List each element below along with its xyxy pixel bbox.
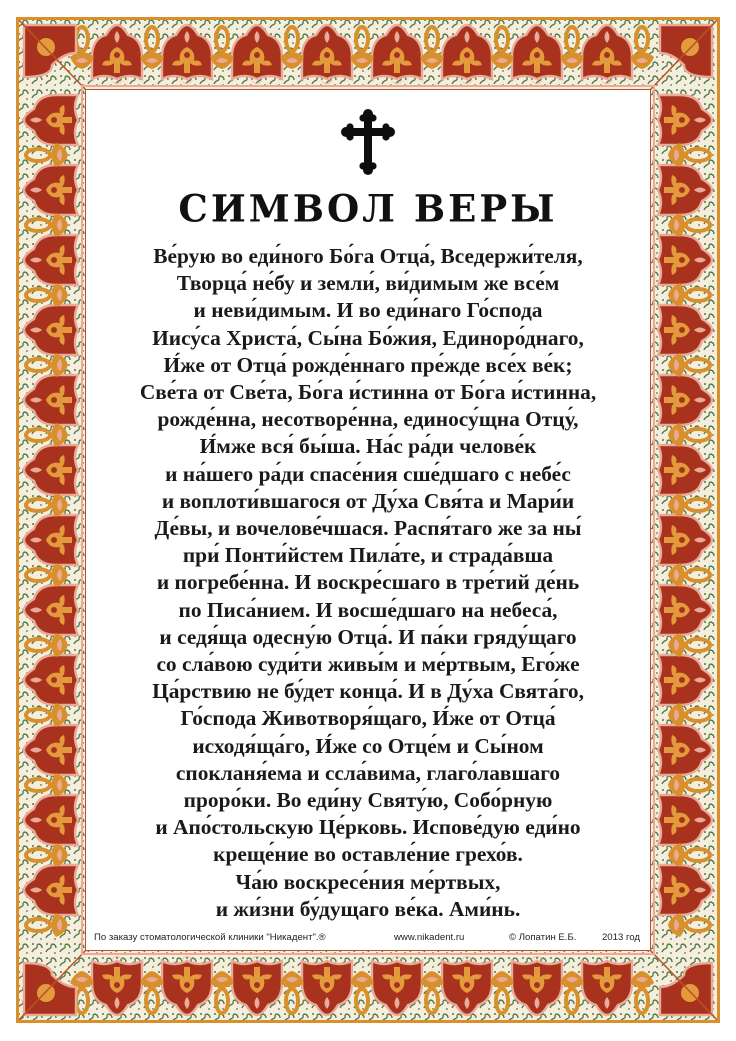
text-line: Ве́рую во еди́ного Бо́га Отца́, Вседержи́теля, <box>153 244 583 268</box>
footer <box>94 932 642 948</box>
text-line: Де́вы, и вочелове́чшася. Распя́таго же за ны́ <box>154 516 582 541</box>
commission-note: По заказу стоматологической клиники "Никадент".® <box>94 932 326 943</box>
year-note: 2013 год <box>601 932 640 943</box>
text-line: рожде́нна, несотворе́нна, единосу́щна Отцу́, <box>157 407 579 432</box>
document-title: СИМВОЛ ВЕРЫ <box>178 185 558 231</box>
text-line: по Писа́нием. И восше́дшаго на небеса́, <box>178 597 558 622</box>
text-line: и седя́ща одесну́ю Отца́. И па́ки гряду́щаго <box>159 624 577 649</box>
text-line: Ца́рствию не бу́дет конца́. И в Ду́ха Свята́го, <box>152 679 584 704</box>
text-line: и жи́зни бу́дущаго ве́ка. Ами́нь. <box>215 896 521 921</box>
text-line: Ча́ю воскресе́ния ме́ртвых, <box>235 869 501 894</box>
text-line: и на́шего ра́ди спасе́ния сше́дшаго с небе́с <box>165 461 571 486</box>
text-line: спокланя́ема и ссла́вима, глаго́лавшаго <box>175 760 561 785</box>
copyright-note: © Лопатин Е.Б. <box>509 932 577 943</box>
creed-text <box>96 243 640 923</box>
text-line: и воплоти́вшагося от Ду́ха Свя́та и Мари́и <box>161 488 575 513</box>
text-line: И́же от Отца́ рожде́ннаго пре́жде все́х ве́к; <box>163 352 573 377</box>
website-link[interactable]: www.nikadent.ru <box>394 932 465 943</box>
text-line: и неви́димым. И во еди́наго Го́спода <box>193 298 543 323</box>
text-line: и погребе́нна. И воскре́сшаго в тре́тий де́нь <box>156 570 580 595</box>
text-line: проро́ки. Во еди́ну Святу́ю, Собо́рную <box>183 788 553 813</box>
text-line: исходя́ща́го, И́же со Отце́м и Сы́ном <box>192 733 544 758</box>
text-line: креще́ние во оставле́ние грехо́в. <box>213 842 523 867</box>
text-line: Иису́са Христа́, Сы́на Бо́жия, Единоро́днаго, <box>152 325 584 350</box>
text-line: Го́спода Животворя́щаго, И́же от Отца́ <box>180 706 556 731</box>
text-line: при́ Понти́йстем Пила́те, и страда́вша <box>182 543 554 568</box>
text-line: Творца́ не́бу и земли́, ви́димым же все́м <box>176 271 560 296</box>
orthodox-cross-icon <box>341 109 395 175</box>
text-line: и Апо́стольскую Це́рковь. Испове́дую еди́но <box>155 815 581 840</box>
text-line: И́мже вся́ бы́ша. На́с ра́ди челове́к <box>199 434 537 459</box>
text-line: Све́та от Све́та, Бо́га и́стинна от Бо́га и́стинна, <box>139 380 597 405</box>
text-line: со сла́вою суди́ти живы́м и ме́ртвым, Его́же <box>156 652 580 677</box>
